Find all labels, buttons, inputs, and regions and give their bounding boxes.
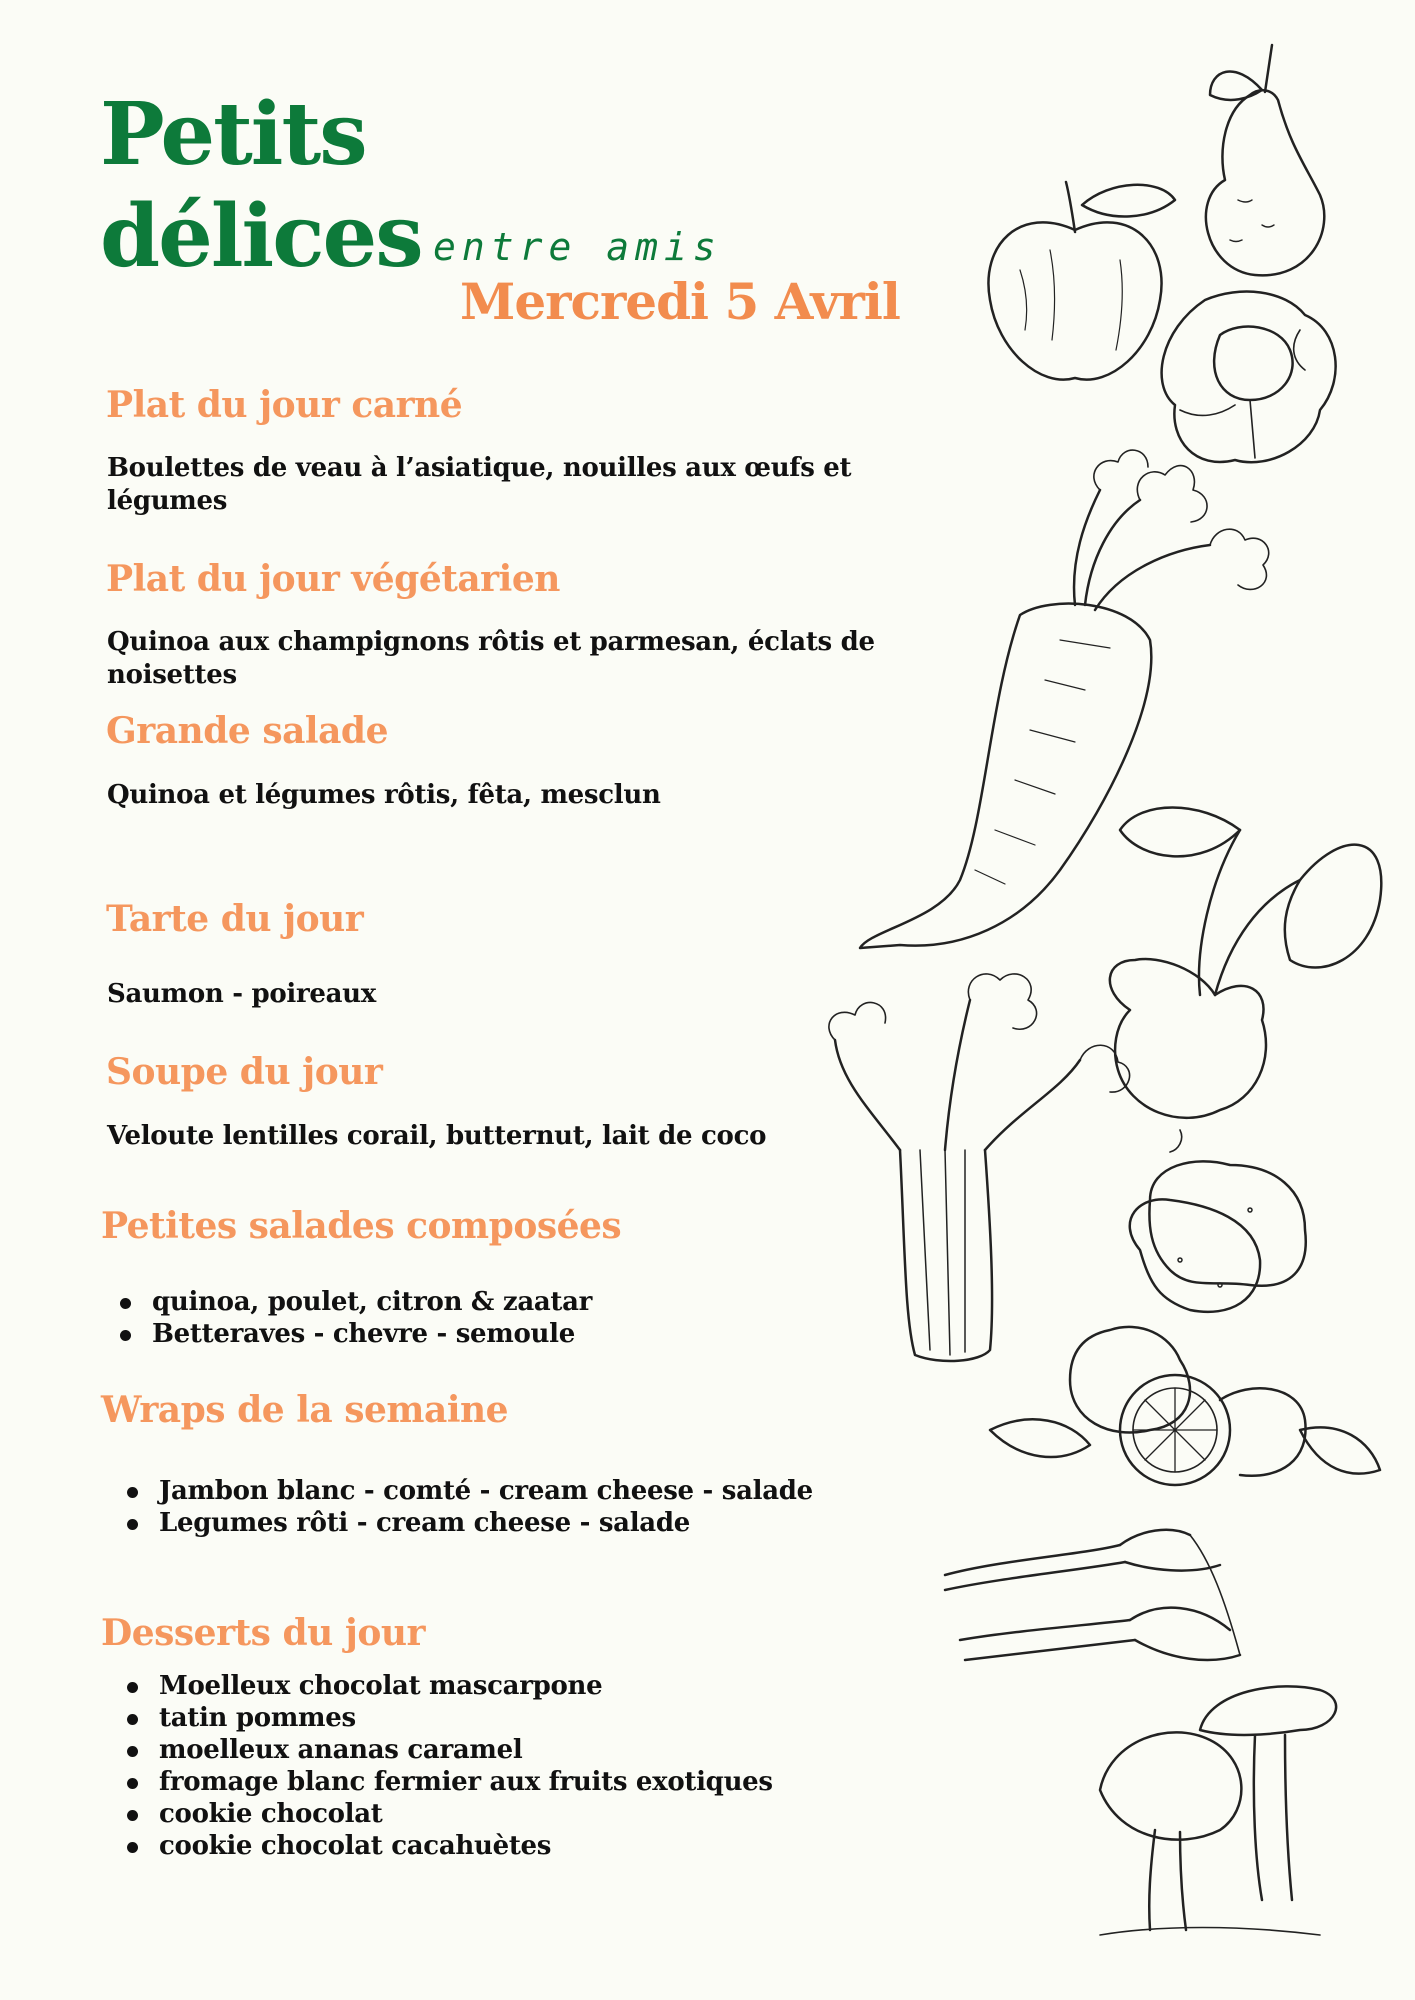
list-item: cookie chocolat cacahuètes xyxy=(115,1830,773,1862)
heading-soupe: Soupe du jour xyxy=(106,1051,383,1093)
list-item: Jambon blanc - comté - cream cheese - salade xyxy=(115,1475,813,1507)
text-soupe: Veloute lentilles corail, butternut, lait de coco xyxy=(107,1121,767,1151)
list-item: cookie chocolat xyxy=(115,1798,773,1830)
list-item: Betteraves - chevre - semoule xyxy=(108,1318,592,1350)
subtitle: entre amis xyxy=(433,225,722,269)
cabbage-icon xyxy=(1162,292,1336,463)
menu-date: Mercredi 5 Avril xyxy=(460,272,900,331)
text-plat-carne: Boulettes de veau à l’asiatique, nouilles aux œufs et légumes xyxy=(107,453,852,516)
list-item: fromage blanc fermier aux fruits exotiques xyxy=(115,1766,773,1798)
list-item: Moelleux chocolat mascarpone xyxy=(115,1670,773,1702)
leek-icon xyxy=(945,1530,1240,1660)
heading-plat-vegetarien: Plat du jour végétarien xyxy=(106,558,560,600)
text-grande-salade: Quinoa et légumes rôtis, fêta, mesclun xyxy=(107,780,661,810)
carrot-icon xyxy=(860,450,1269,948)
apple-icon xyxy=(988,182,1175,380)
heading-grande-salade: Grande salade xyxy=(106,710,388,752)
list-item: tatin pommes xyxy=(115,1702,773,1734)
lemon-icon xyxy=(990,1327,1380,1485)
beet-icon xyxy=(1110,808,1381,1153)
heading-desserts: Desserts du jour xyxy=(101,1612,426,1654)
potato-icon xyxy=(1130,1161,1306,1312)
mushroom-icon xyxy=(1100,1686,1336,1935)
list-item: Legumes rôti - cream cheese - salade xyxy=(115,1507,813,1539)
text-tarte: Saumon - poireaux xyxy=(107,979,376,1009)
heading-wraps: Wraps de la semaine xyxy=(101,1389,509,1431)
text-plat-vegetarien: Quinoa aux champignons rôtis et parmesan, éclats de noisettes xyxy=(107,627,875,690)
title-line-1: Petits xyxy=(100,84,366,185)
heading-tarte: Tarte du jour xyxy=(106,898,364,940)
heading-petites-salades: Petites salades composées xyxy=(101,1205,622,1247)
list-item: quinoa, poulet, citron & zaatar xyxy=(108,1286,592,1318)
celery-icon xyxy=(829,974,1130,1361)
title-line-2: délices xyxy=(100,186,422,287)
list-item: moelleux ananas caramel xyxy=(115,1734,773,1766)
heading-plat-carne: Plat du jour carné xyxy=(106,384,463,426)
pear-icon xyxy=(1206,45,1324,275)
